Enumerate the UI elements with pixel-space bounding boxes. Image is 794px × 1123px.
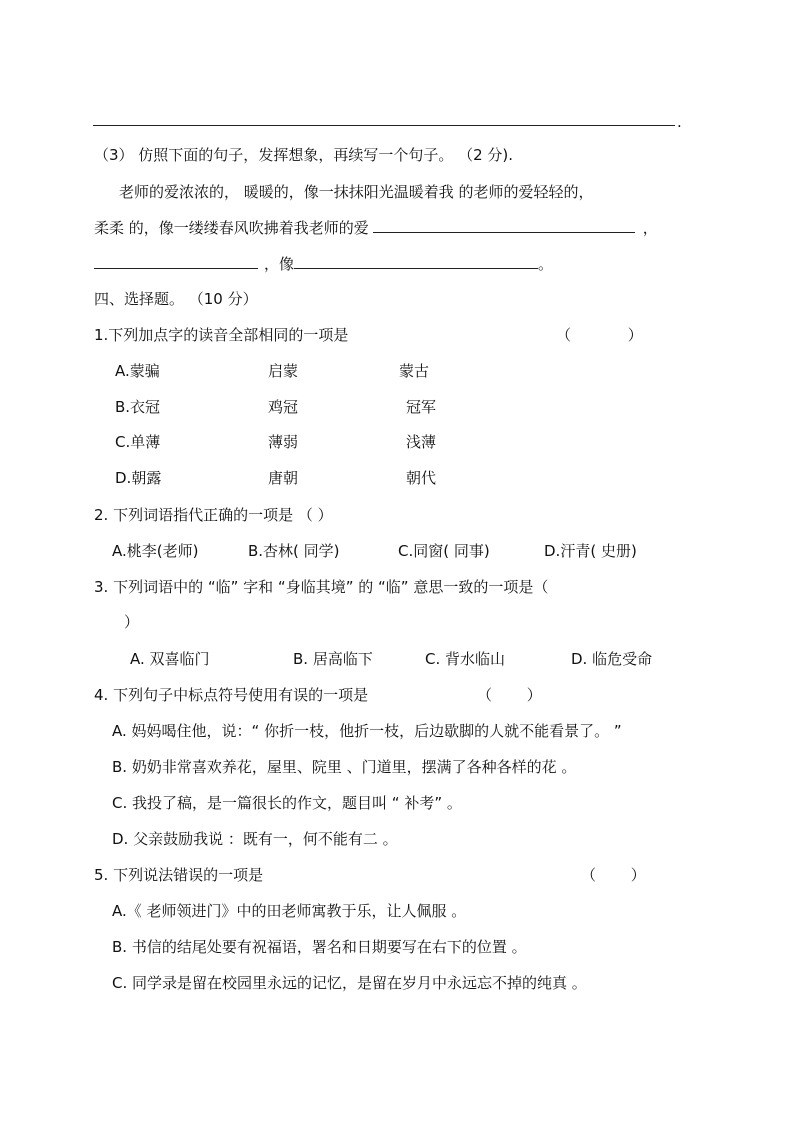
q2-option-b[interactable]: B.杏林( 同学)	[248, 542, 340, 560]
q2-option-d[interactable]: D.汗青( 史册)	[544, 542, 637, 560]
answer-line-top[interactable]	[93, 125, 675, 126]
q4-option-d[interactable]: D. 父亲鼓励我说 ：既有一，何不能有二 。	[112, 830, 398, 848]
q1-option-a-word3: 蒙古	[399, 362, 430, 380]
q4-option-b[interactable]: B. 奶奶非常喜欢养花，屋里、院里 、门道里，摆满了各种各样的花 。	[112, 758, 577, 776]
q3c-option-d[interactable]: D. 临危受命	[571, 650, 653, 668]
q5-answer-paren[interactable]: （ ）	[581, 866, 646, 884]
q3-line2-comma: ，	[642, 219, 658, 237]
q1-option-d-word2: 唐朝	[268, 469, 299, 487]
q3-line2-text: 柔柔 的，像一缕缕春风吹拂着我老师的爱	[94, 219, 369, 237]
q3c-option-a[interactable]: A. 双喜临门	[130, 650, 210, 668]
q1-option-b-word3: 冠军	[406, 398, 437, 416]
q5-option-b[interactable]: B. 书信的结尾处要有祝福语，署名和日期要写在右下的位置 。	[112, 938, 527, 956]
q3-line3	[94, 254, 553, 274]
q3-prompt: （3） 仿照下面的句子，发挥想象，再续写一个句子。 （2 分).	[94, 146, 514, 164]
q1-option-a[interactable]: A.蒙骗	[115, 362, 160, 380]
q3c-option-c[interactable]: C. 背水临山	[425, 650, 506, 668]
section4-title: 四、选择题。 （10 分）	[94, 290, 258, 308]
q1-option-c-word2: 薄弱	[268, 433, 299, 451]
q1-option-d[interactable]: D.朝露	[115, 469, 162, 487]
q1-option-a-word2: 启蒙	[268, 362, 299, 380]
q2-option-a[interactable]: A.桃李(老师)	[112, 542, 199, 560]
q3-example-line2	[94, 218, 658, 238]
q2-option-c[interactable]: C.同窗( 同事)	[398, 542, 490, 560]
q3-line3-like: ，像	[264, 255, 295, 273]
q3-blank-2[interactable]	[94, 254, 258, 269]
q4-answer-paren[interactable]: （ ）	[477, 686, 542, 704]
q5-stem: 5. 下列说法错误的一项是	[94, 866, 264, 884]
q1-option-c[interactable]: C.单薄	[115, 433, 161, 451]
q1-option-b[interactable]: B.衣冠	[115, 398, 161, 416]
q1-option-c-word3: 浅薄	[406, 433, 437, 451]
q3c-stem-cont[interactable]: ）	[124, 613, 140, 631]
q1-stem: 1.下列加点字的读音全部相同的一项是	[94, 326, 349, 344]
top-period: .	[677, 113, 682, 131]
q4-option-a[interactable]: A. 妈妈喝住他，说：“ 你折一枝，他折一枝，后边歇脚的人就不能看景了。 ”	[112, 722, 622, 740]
q3-blank-1[interactable]	[373, 218, 635, 233]
q3-blank-3[interactable]	[294, 254, 538, 269]
q5-option-a[interactable]: A.《 老师领进门》中的田老师寓教于乐，让人佩服 。	[112, 902, 467, 920]
q3c-option-b[interactable]: B. 居高临下	[293, 650, 373, 668]
q3-line3-end: 。	[538, 255, 554, 273]
q3c-stem: 3. 下列词语中的 “临” 字和 “身临其境” 的 “临” 意思一致的一项是（	[94, 578, 549, 596]
q5-option-c[interactable]: C. 同学录是留在校园里永远的记忆，是留在岁月中永远忘不掉的纯真 。	[112, 974, 587, 992]
q1-option-b-word2: 鸡冠	[268, 398, 299, 416]
q4-option-c[interactable]: C. 我投了稿，是一篇很长的作文，题目叫 “ 补考” 。	[112, 794, 462, 812]
q2-stem: 2. 下列词语指代正确的一项是 （ ）	[94, 506, 333, 524]
q4-stem: 4. 下列句子中标点符号使用有误的一项是	[94, 686, 369, 704]
q3-example-line1: 老师的爱浓浓的， 暖暖的，像一抹抹阳光温暖着我 的老师的爱轻轻的，	[119, 183, 594, 201]
q1-answer-paren[interactable]: （ ）	[556, 326, 643, 344]
q1-option-d-word3: 朝代	[406, 469, 437, 487]
